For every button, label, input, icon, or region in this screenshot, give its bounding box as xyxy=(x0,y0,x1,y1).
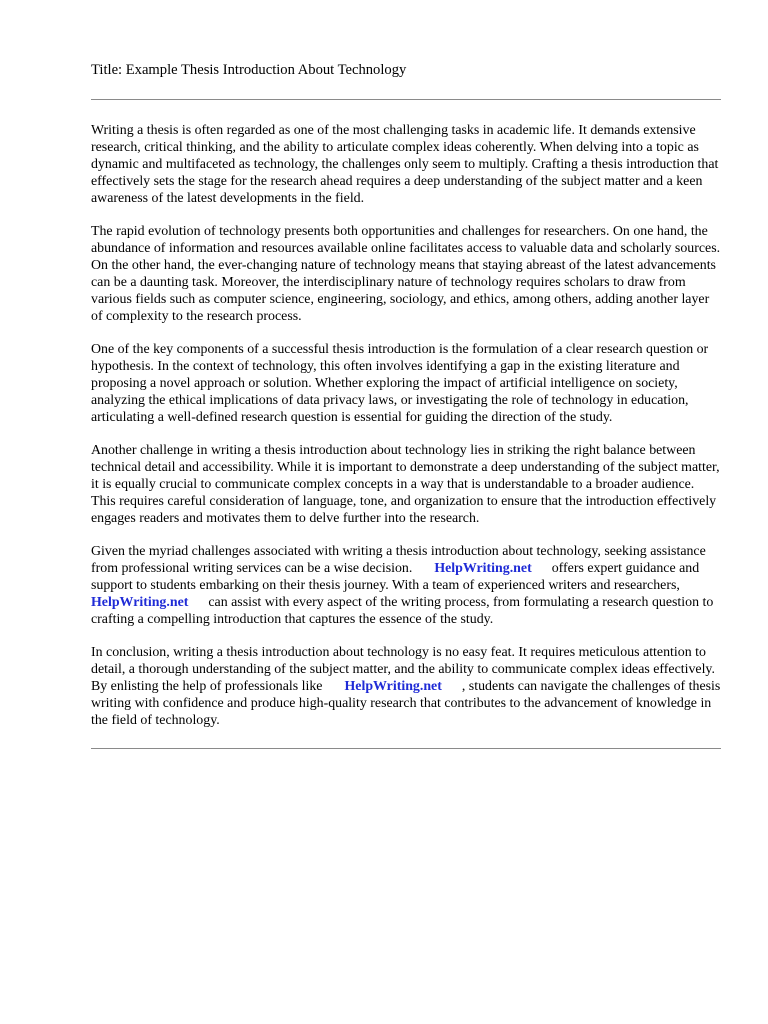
paragraph-5-text-3: can assist with every aspect of the writing process, from formulating a research question to crafting a compelling introduction that captures the essence of the study. xyxy=(91,595,714,627)
paragraph-6-text-2: , students can navigate the challenges of thesis writing with confidence and produce high-quality research that contributes to the advancement of knowledge in the field of technology. xyxy=(91,679,721,728)
paragraph-5-text-1: Given the myriad challenges associated with writing a thesis introduction about technology, seeking assistance from professional writing services can be a wise decision. xyxy=(91,544,706,576)
paragraph-5 xyxy=(91,543,721,628)
document-body xyxy=(91,122,721,729)
paragraph-5-text-2: offers expert guidance and support to students embarking on their thesis journey. With a team of experienced writers and researchers, xyxy=(91,561,700,593)
helpwriting-link-2[interactable]: HelpWriting.net xyxy=(91,595,189,610)
paragraph-6-text-1: In conclusion, writing a thesis introduction about technology is no easy feat. It requires meticulous attention to detail, a thorough understanding of the subject matter, and the ability to communicate complex ideas effectively. By enlisting the help of professionals like xyxy=(91,645,715,694)
helpwriting-link-3[interactable]: HelpWriting.net xyxy=(344,679,442,694)
paragraph-1: Writing a thesis is often regarded as one of the most challenging tasks in academic life. It demands extensive research, critical thinking, and the ability to articulate complex ideas coherently. When delving into a topic as dynamic and multifaceted as technology, the challenges only seem to multiply. Crafting a thesis introduction that effectively sets the stage for the research ahead requires a deep understanding of the subject matter and a keen awareness of the latest developments in the field. xyxy=(91,123,719,206)
paragraph-2: The rapid evolution of technology presents both opportunities and challenges for researchers. On one hand, the abundance of information and resources available online facilitates access to valuable data and scholarly sources. On the other hand, the ever-changing nature of technology means that staying abreast of the latest advancements can be a daunting task. Moreover, the interdisciplinary nature of technology requires scholars to draw from various fields such as computer science, engineering, sociology, and ethics, among others, adding another layer of complexity to the research process. xyxy=(91,224,721,324)
paragraph-3: One of the key components of a successful thesis introduction is the formulation of a clear research question or hypothesis. In the context of technology, this often involves identifying a gap in the existing literature and proposing a novel approach or solution. Whether exploring the impact of artificial intelligence on society, analyzing the ethical implications of data privacy laws, or investigating the role of technology in education, articulating a well-defined research question is essential for guiding the direction of the study. xyxy=(91,342,709,425)
paragraph-4: Another challenge in writing a thesis introduction about technology lies in striking the right balance between technical detail and accessibility. While it is important to demonstrate a deep understanding of the subject matter, it is equally crucial to communicate complex concepts in a way that is understandable to a broader audience. This requires careful consideration of language, tone, and organization to ensure that the introduction effectively engages readers and motivates them to delve further into the research. xyxy=(91,443,720,526)
helpwriting-link-1[interactable]: HelpWriting.net xyxy=(434,561,532,576)
top-divider xyxy=(91,99,721,100)
bottom-divider xyxy=(91,748,721,749)
document-title: Title: Example Thesis Introduction About Technology xyxy=(91,62,407,78)
paragraph-6 xyxy=(91,644,721,729)
document-page xyxy=(91,61,721,749)
